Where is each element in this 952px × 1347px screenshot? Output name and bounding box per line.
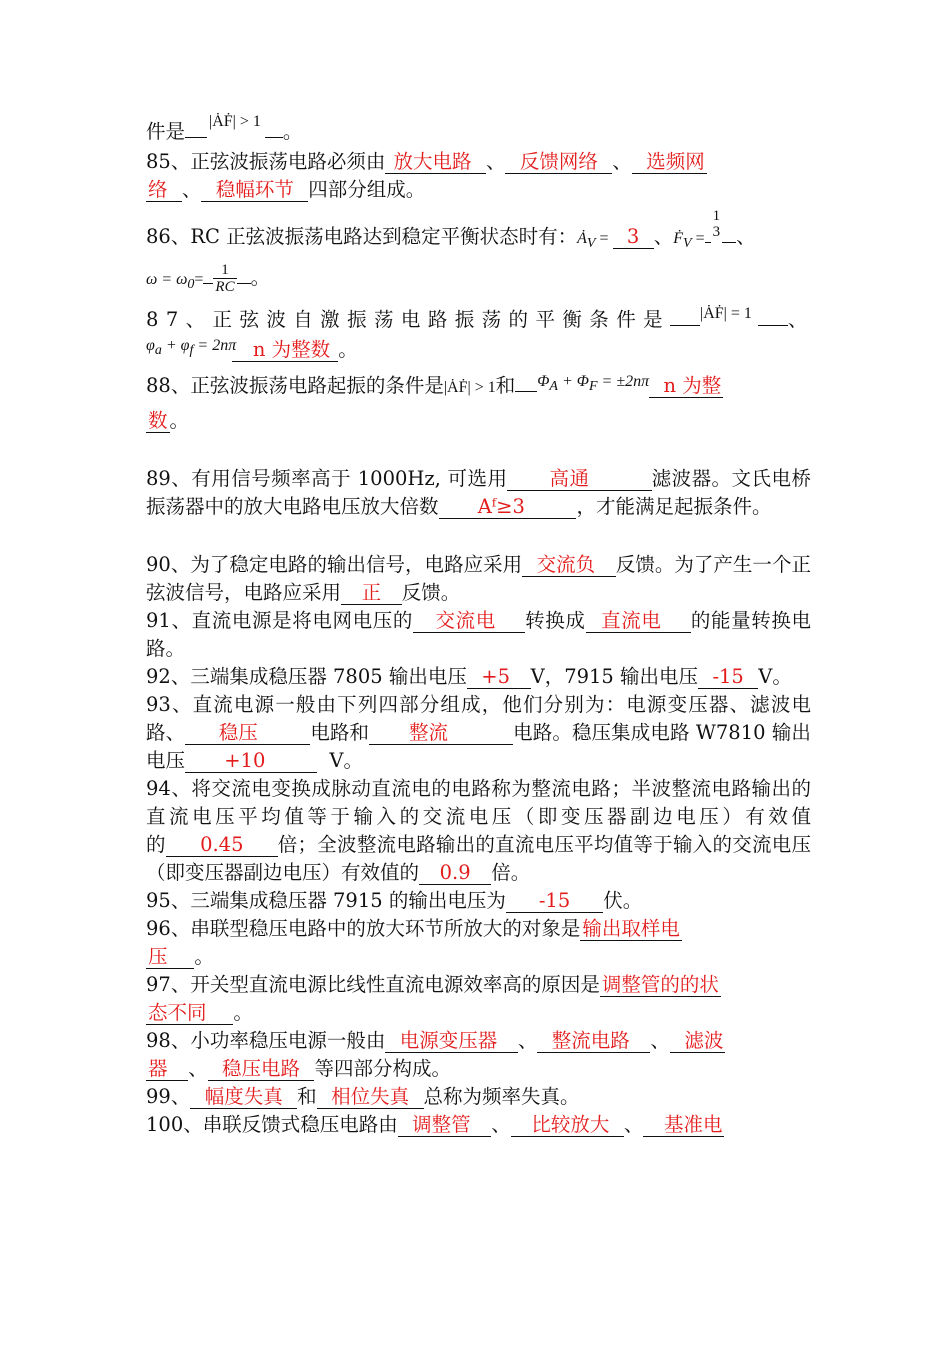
answer-text: 直流电	[601, 608, 662, 632]
answer-blank	[369, 721, 513, 745]
blank	[203, 265, 213, 284]
answer-blank	[413, 609, 525, 633]
answer-blank	[600, 973, 721, 997]
answer-blank	[232, 338, 338, 362]
formula-fv: Ḟ$_V$ =	[673, 230, 705, 252]
separator: 、	[491, 1112, 511, 1136]
question-95	[146, 887, 811, 915]
answer-text: -15	[712, 664, 744, 688]
blank	[670, 307, 700, 326]
question-text: 。	[169, 408, 190, 432]
answer-blank	[511, 1113, 624, 1137]
question-text: 倍；全波整流电路输出的直流电压平均值等于输入的交流电压（即变压器副边电压）有效值的	[146, 832, 811, 884]
question-97	[146, 971, 811, 1027]
answer-blank	[208, 1057, 315, 1081]
answer-text: 稳幅环节	[215, 178, 294, 201]
answer-blank	[632, 150, 707, 174]
question-text: 四部分组成。	[308, 178, 426, 201]
formula-phase: φa + φf = 2nπ	[146, 337, 237, 359]
answer-blank	[166, 833, 278, 857]
answer-blank	[643, 1113, 724, 1137]
answer-text: 交流负	[536, 552, 596, 576]
question-text: 转换成	[525, 608, 586, 632]
separator: 、	[517, 1028, 538, 1052]
question-text: V。	[758, 664, 792, 688]
answer-blank	[613, 225, 654, 249]
question-text: 98、小功率稳压电源一般由	[146, 1028, 386, 1052]
formula: |ȦḞ| > 1	[443, 378, 496, 396]
answer-blank	[385, 150, 486, 174]
question-text: 97、开关型直流电源比线性直流电源效率高的原因是	[146, 972, 600, 996]
blank	[758, 307, 788, 326]
answer-blank	[201, 178, 308, 202]
question-text: 和	[297, 1084, 317, 1108]
question-93	[146, 691, 811, 775]
question-text: 94、将交流电变换成脉动直流电的电路称为整流电路；半波整流电路输出的直流电压平均值等于输入的交流电压（即变压器副边电压）有效值的	[146, 776, 811, 856]
answer-text: 输出取样电	[582, 916, 680, 940]
question-text: V。	[329, 748, 363, 772]
question-text: 92、三端集成稳压器 7805 输出电压	[146, 664, 467, 688]
question-text: 89、有用信号频率高于 1000Hz, 可选用	[146, 466, 508, 490]
answer-text: 选频网	[646, 150, 705, 173]
question-100	[146, 1111, 811, 1139]
answer-text: n 为整	[663, 373, 722, 397]
answer-blank	[317, 1085, 424, 1109]
question-text: 93、直流电源一般由下列四部分组成，他们分别为：电源变压器、滤波电路、	[146, 692, 811, 744]
separator: 、	[650, 1028, 670, 1052]
formula: |ȦḞ| = 1	[700, 305, 752, 323]
answer-text: 放大电路	[393, 150, 472, 173]
question-text: 电路和	[310, 720, 370, 744]
answer-blank	[185, 749, 317, 773]
answer-blank	[398, 1113, 492, 1137]
question-text: 电路。稳压集成电路 W7810 输出电压	[146, 720, 811, 772]
question-98	[146, 1027, 811, 1083]
answer-text: 稳压	[218, 720, 258, 744]
answer-text: 0.45	[200, 832, 244, 856]
answer-blank	[146, 1001, 233, 1025]
formula-phase: ΦA + ΦF = ±2nπ	[537, 372, 650, 394]
question-text: 伏。	[603, 888, 643, 912]
answer-blank	[467, 665, 531, 689]
question-91	[146, 607, 811, 663]
question-text: 95、三端集成稳压器 7915 的输出电压为	[146, 888, 506, 912]
question-96	[146, 915, 811, 971]
text: 件是	[146, 120, 186, 143]
answer-text: 调整管的的状	[601, 972, 719, 996]
answer-text: 高通	[549, 466, 590, 490]
answer-blank	[419, 861, 491, 885]
answer-text: 反馈网络	[519, 150, 598, 173]
answer-text: 基准电	[663, 1112, 723, 1136]
question-text: 85、正弦波振荡电路必须由	[146, 150, 386, 173]
separator: 、	[787, 308, 808, 332]
answer-blank	[586, 609, 691, 633]
question-text: 等四部分构成。	[314, 1056, 451, 1080]
answer-blank	[190, 1085, 297, 1109]
answer-blank	[670, 1029, 725, 1053]
answer-blank	[522, 553, 616, 577]
separator: 、	[485, 150, 506, 173]
answer-blank	[341, 581, 402, 605]
answer-text: 络	[148, 178, 168, 201]
answer-text: 正	[361, 580, 382, 604]
question-text: 99、	[146, 1084, 191, 1108]
answer-text: 比较放大	[531, 1112, 610, 1136]
answer-text: -15	[538, 888, 571, 912]
question-87	[146, 306, 811, 371]
question-89	[146, 465, 811, 521]
fraction: 1 3	[712, 207, 721, 240]
formula-omega: $\omega = \omega_0=$	[146, 271, 204, 293]
blank	[265, 119, 283, 138]
question-text: 总称为频率失真。	[423, 1084, 580, 1108]
answer-blank	[507, 467, 651, 491]
answer-text: 态不同	[148, 1000, 207, 1024]
question-text: 88、正弦波振荡电路起振的条件是	[146, 373, 444, 397]
question-88	[146, 372, 811, 435]
answer-blank	[146, 1057, 188, 1081]
question-85	[146, 148, 811, 204]
separator: 、	[623, 1112, 644, 1136]
answer-blank	[649, 374, 723, 398]
answer-blank	[537, 1029, 650, 1053]
answer-blank	[580, 917, 682, 941]
answer-text: 0.9	[439, 860, 471, 884]
answer-text: 3	[626, 225, 640, 248]
answer-text: 调整管	[412, 1112, 471, 1136]
question-text: 。	[338, 338, 358, 362]
answer-text: 整流电路	[551, 1028, 630, 1052]
answer-blank	[146, 178, 182, 202]
question-text: 100、串联反馈式稳压电路由	[146, 1112, 398, 1136]
question-text: 的能量转换电路。	[146, 608, 811, 660]
question-94	[146, 775, 811, 887]
answer-blank	[385, 1029, 518, 1053]
question-text: 90、为了稳定电路的输出信号，电路应采用	[146, 552, 523, 576]
blank	[185, 119, 207, 138]
question-text: 91、直流电源是将电网电压的	[146, 608, 413, 632]
blank	[237, 265, 251, 284]
question-text: 96、串联型稳压电路中的放大环节所放大的对象是	[146, 916, 581, 940]
answer-text: 滤波	[684, 1028, 724, 1052]
text: 。	[282, 120, 303, 143]
question-86	[146, 207, 811, 302]
blank	[722, 224, 736, 243]
answer-text: 电源变压器	[399, 1028, 498, 1052]
question-text: 。	[233, 1000, 253, 1024]
question-text: 和	[495, 373, 516, 397]
question-text: ，才能满足起振条件。	[576, 494, 772, 518]
answer-text: 交流电	[435, 608, 496, 632]
separator: 、	[736, 225, 756, 248]
fraction: $\frac{1}{RC}$	[215, 262, 235, 296]
answer-text: +10	[224, 748, 266, 772]
question-text: 87、正弦波自激振荡电路振荡的平衡条件是	[146, 308, 671, 332]
blank	[515, 373, 537, 392]
question-99	[146, 1083, 811, 1111]
question-text: 。	[194, 944, 214, 968]
line-continuation	[146, 113, 811, 148]
question-text: V，7915 输出电压	[530, 664, 699, 688]
question-text: 反馈。	[401, 580, 461, 604]
separator: 、	[188, 1056, 208, 1080]
answer-text: 压	[148, 944, 168, 968]
answer-text: 整流	[408, 720, 449, 744]
question-text: 86、RC 正弦波振荡电路达到稳定平衡状态时有：	[146, 225, 578, 248]
question-90	[146, 551, 811, 607]
question-text: 。	[250, 266, 271, 290]
separator: 、	[181, 178, 202, 201]
answer-text: 器	[148, 1056, 168, 1080]
answer-text: 幅度失真	[204, 1084, 283, 1108]
question-92	[146, 663, 811, 691]
answer-blank	[146, 945, 194, 969]
answer-text: 稳压电路	[222, 1056, 301, 1080]
formula: |ȦḞ| > 1	[209, 113, 261, 130]
answer-blank	[146, 409, 170, 433]
formula-av: $Ȧ_V$ =	[577, 230, 613, 252]
separator: 、	[653, 225, 674, 248]
document-page	[146, 113, 811, 1139]
answer-text: 数	[148, 408, 168, 432]
answer-blank	[698, 665, 758, 689]
answer-text: n 为整数	[252, 338, 331, 362]
separator: 、	[612, 150, 632, 173]
answer-blank	[185, 721, 310, 745]
answer-text: 相位失真	[331, 1084, 410, 1108]
answer-blank	[439, 495, 577, 519]
answer-blank	[506, 889, 603, 913]
answer-text: Aᶠ≥3	[477, 494, 525, 518]
question-text: 倍。	[491, 860, 531, 884]
question-text: 反馈。为了产生一个正弦波信号，电路应采用	[146, 552, 811, 604]
answer-blank	[505, 150, 612, 174]
question-text: 滤波器。文氏电桥振荡器中的放大电路电压放大倍数	[146, 466, 811, 518]
answer-text: +5	[481, 664, 510, 688]
